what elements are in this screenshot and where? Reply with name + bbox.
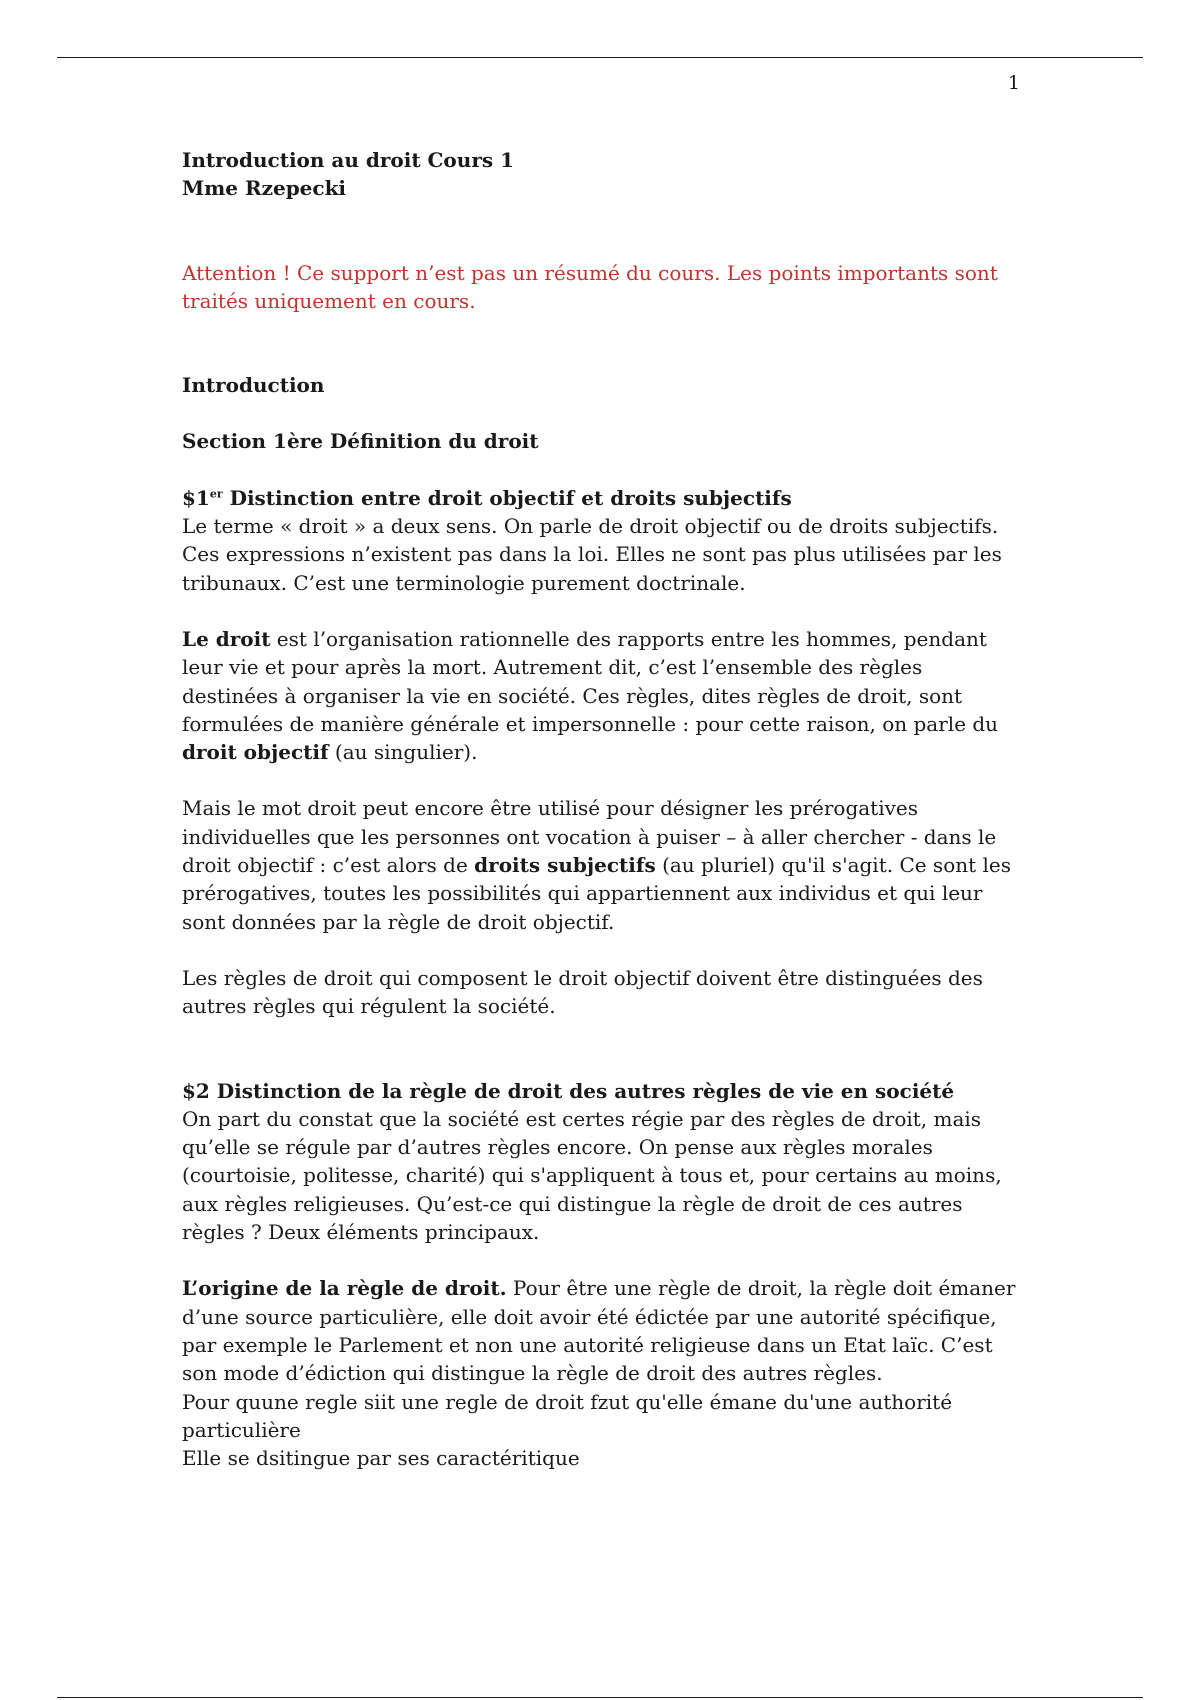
document-title: Introduction au droit Cours 1 (182, 148, 514, 172)
warning-notice: Attention ! Ce support n’est pas un résumé du cours. Les points importants sont traités uniquement en cours. (182, 260, 998, 313)
bold-droits-subjectifs: droits subjectifs (474, 853, 656, 878)
paragraph-constat-societe: On part du constat que la société est certes régie par des règles de droit, mais qu’elle se régule par d’autres règles encore. On pense aux règles morales (courtoisie, politesse, charité) qui s'appliquent à tous et, pour certains au moins, aux règles religieuses. Qu’est-ce qui distingue la règle de droit de ces autres règles ? Deux éléments principaux. (182, 1106, 1002, 1245)
paragraph-regles-distinguees: Les règles de droit qui composent le droit objectif doivent être distinguées des autres règles qui régulent la société. (182, 965, 983, 1019)
heading-s1 (182, 484, 1022, 512)
heading-s1-sup: er (209, 487, 223, 501)
header-rule (57, 57, 1143, 58)
document-author: Mme Rzepecki (182, 176, 347, 201)
paragraph-note-authorite: Pour quune regle siit une regle de droit fzut qu'elle émane du'une authorité particulière (182, 1389, 953, 1442)
paragraph-origine-regle (182, 1274, 1022, 1387)
text-segment: Pour être une règle de droit, la règle doit émaner d’une source particulière, elle doit avoir été édictée par une autorité spécifique, par exemple le Parlement et non une autorité religieuse dans un Etat laïc. C’est son mode d’édiction qui distingue la règle de droit des autres règles. (182, 1276, 1016, 1386)
bold-droit-objectif: droit objectif (182, 740, 329, 765)
text-segment: Mais le mot droit peut encore être utilisé pour désigner les prérogatives individuelles que les personnes ont vocation à puiser – à aller chercher - dans le droit objectif : c’est alors de (182, 796, 997, 878)
footer-rule (57, 1697, 1143, 1698)
paragraph-droits-subjectifs (182, 794, 1022, 935)
text-segment: (au pluriel) qu'il s'agit. Ce sont les prérogatives, toutes les possibilités qui appartiennent aux individus et qui leur sont données par la règle de droit objectif. (182, 853, 1012, 934)
text-segment: (au singulier). (328, 740, 478, 765)
heading-s1-title: Distinction entre droit objectif et droits subjectifs (222, 485, 792, 510)
heading-s1-prefix: $1 (182, 485, 210, 510)
paragraph-note-caracteristique: Elle se dsitingue par ses caractéritique (182, 1446, 580, 1471)
bold-le-droit: Le droit (182, 626, 271, 651)
paragraph-droit-objectif (182, 625, 1022, 766)
paragraph-terme-droit: Le terme « droit » a deux sens. On parle de droit objectif ou de droits subjectifs. Ces expressions n’existent pas dans la loi. Elles ne sont pas plus utilisées par les tribunaux. C’est une terminologie purement doctrinale. (182, 514, 1002, 595)
heading-introduction: Introduction (182, 373, 325, 398)
document-body (182, 146, 1022, 1472)
heading-s2: $2 Distinction de la règle de droit des autres règles de vie en société (182, 1078, 955, 1103)
text-segment: est l’organisation rationnelle des rapports entre les hommes, pendant leur vie et pour après la mort. Autrement dit, c’est l’ensemble des règles destinées à organiser la vie en société. Ces règles, dites règles de droit, sont formulées de manière générale et impersonnelle : pour cette raison, on parle du (182, 626, 999, 736)
heading-section-1: Section 1ère Définition du droit (182, 429, 539, 454)
bold-origine-regle: L’origine de la règle de droit. (182, 1276, 507, 1301)
page-number: 1 (1007, 72, 1020, 94)
